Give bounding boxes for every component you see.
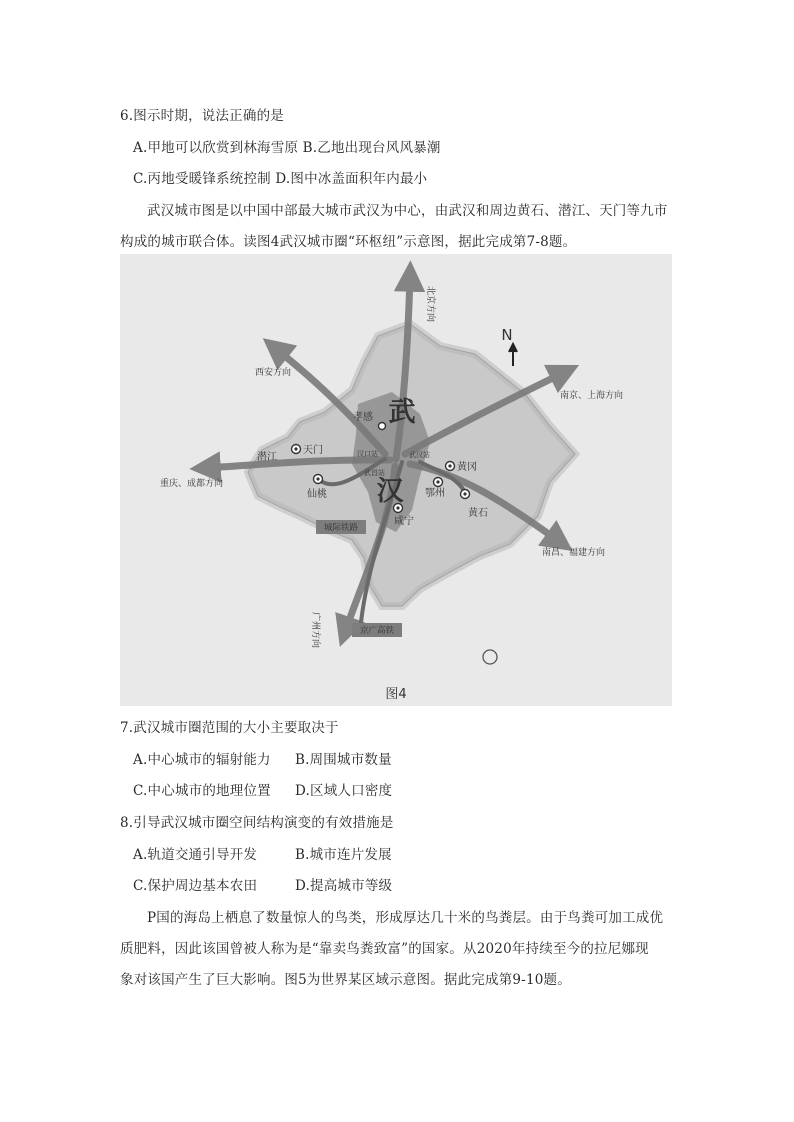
city-huangshi: 黄石 (468, 508, 488, 519)
question-7-option-a: A.中心城市的辐射能力 (133, 752, 271, 768)
p-intro-line-2: 质肥料，因此该国曾被人称为是“靠卖鸟粪致富”的国家。从2020年持续至今的拉尼娜现 (120, 941, 649, 957)
direction-nanjing-shanghai: 南京、上海方向 (560, 391, 624, 401)
direction-beijing: 北京方向 (425, 286, 435, 323)
north-arrow-icon (509, 344, 517, 366)
city-tianmen: 天门 (303, 445, 323, 456)
direction-guangzhou: 广州方向 (310, 612, 320, 649)
small-circle-mark (483, 650, 497, 664)
city-qianjiang: 潜江 (257, 452, 277, 463)
question-6-stem: 6.图示时期，说法正确的是 (120, 108, 284, 124)
question-8-option-d: D.提高城市等级 (295, 878, 393, 894)
station-hankou: 汉口站 (357, 450, 378, 458)
direction-chongqing-chengdu: 重庆、成都方向 (160, 479, 224, 489)
figure-4-map (120, 254, 672, 706)
p-intro-line-3: 象对该国产生了巨大影响。图5为世界某区域示意图。据此完成第9-10题。 (120, 972, 571, 988)
question-7-stem: 7.武汉城市圈范围的大小主要取决于 (120, 720, 339, 736)
wuhan-intro-line-1: 武汉城市图是以中国中部最大城市武汉为中心，由武汉和周边黄石、潜江、天门等九市 (147, 203, 668, 219)
question-8-option-a: A.轨道交通引导开发 (133, 847, 258, 863)
question-6-options-ab: A.甲地可以欣赏到林海雪原 B.乙地出现台风风暴潮 (133, 140, 441, 156)
jingguang-rail-label: 京广高铁 (359, 626, 395, 636)
question-8-stem: 8.引导武汉城市圈空间结构演变的有效措施是 (120, 815, 394, 831)
figure-4-caption: 图4 (385, 687, 407, 702)
wuhan-label-han: 汉 (376, 476, 404, 507)
city-xiaogan: 孝感 (353, 412, 373, 423)
wuhan-city-circle-map (120, 254, 672, 706)
city-huanggang: 黄冈 (457, 462, 477, 473)
intercity-rail-label: 城际铁路 (323, 523, 359, 533)
question-7-option-d: D.区域人口密度 (295, 783, 393, 799)
station-wuhan: 武汉站 (409, 451, 430, 459)
station-wuchang: 武昌站 (364, 469, 385, 477)
direction-nanchang-fujian: 南昌、福建方向 (542, 548, 606, 558)
xiaogan-dot (379, 423, 386, 430)
wuhan-intro-line-2: 构成的城市联合体。读图4武汉城市圈“环枢纽”示意图，据此完成第7-8题。 (120, 234, 577, 250)
question-7-option-b: B.周围城市数量 (295, 752, 392, 768)
question-6-options-cd: C.丙地受暖锋系统控制 D.图中冰盖面积年内最小 (133, 171, 428, 187)
question-8-option-c: C.保护周边基本农田 (133, 878, 258, 894)
city-xianning: 咸宁 (394, 516, 414, 527)
city-xiantao: 仙桃 (307, 489, 327, 500)
city-ezhou: 鄂州 (425, 488, 445, 499)
question-7-option-c: C.中心城市的地理位置 (133, 783, 271, 799)
wuhan-label-wu: 武 (388, 397, 416, 428)
question-8-option-b: B.城市连片发展 (295, 847, 392, 863)
north-label: N (501, 326, 513, 344)
p-intro-line-1: P国的海岛上栖息了数量惊人的鸟类，形成厚达几十米的鸟粪层。由于鸟粪可加工成优 (147, 910, 664, 926)
direction-xian: 西安方向 (255, 368, 292, 378)
